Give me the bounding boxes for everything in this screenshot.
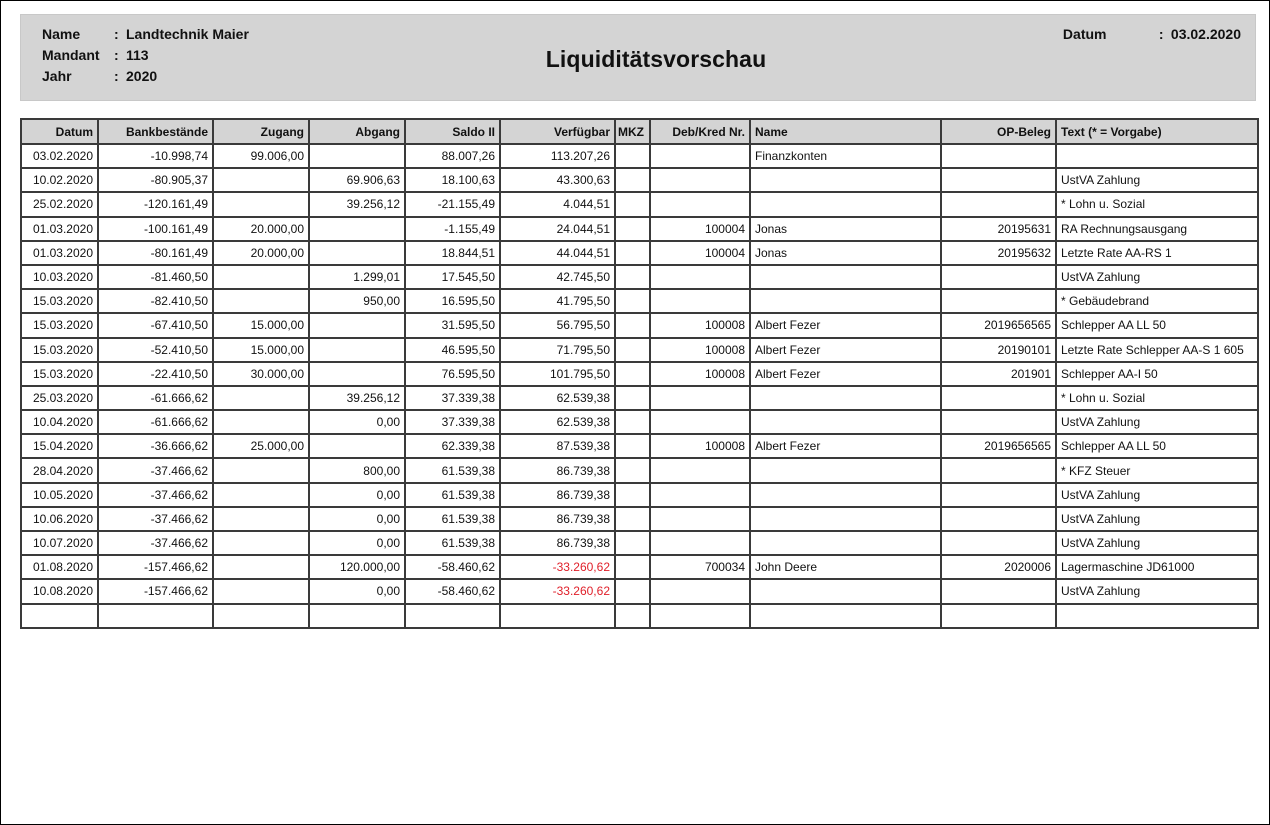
- cell-saldo: 61.539,38: [405, 531, 500, 555]
- cell-datum: 10.08.2020: [21, 579, 98, 603]
- liquidity-table: [20, 118, 1259, 629]
- table-row: [21, 458, 1258, 482]
- cell-datum: 10.05.2020: [21, 483, 98, 507]
- table-row: [21, 289, 1258, 313]
- cell-debkred: 100008: [650, 362, 750, 386]
- cell-verfuegbar: 86.739,38: [500, 531, 615, 555]
- cell-saldo: 18.100,63: [405, 168, 500, 192]
- cell-datum: 28.04.2020: [21, 458, 98, 482]
- cell-opbeleg: 2019656565: [941, 313, 1056, 337]
- cell-debkred: [650, 168, 750, 192]
- cell-bankbestaende: -82.410,50: [98, 289, 213, 313]
- cell-mkz: [615, 458, 650, 482]
- cell-saldo: 46.595,50: [405, 338, 500, 362]
- cell-mkz: [615, 289, 650, 313]
- field-label: Mandant: [42, 47, 100, 63]
- cell-verfuegbar: 86.739,38: [500, 458, 615, 482]
- cell-abgang: 39.256,12: [309, 192, 405, 216]
- cell-zugang: [213, 386, 309, 410]
- field-value: 2020: [126, 68, 158, 84]
- cell-bankbestaende: -100.161,49: [98, 217, 213, 241]
- cell-zugang: [213, 579, 309, 603]
- cell-mkz: [615, 241, 650, 265]
- field-label: Datum: [1062, 26, 1107, 42]
- table-row: [21, 168, 1258, 192]
- table-row: [21, 338, 1258, 362]
- cell-name: [750, 265, 941, 289]
- cell-saldo: 61.539,38: [405, 458, 500, 482]
- cell-opbeleg: 20195631: [941, 217, 1056, 241]
- cell-abgang: [309, 362, 405, 386]
- cell-mkz: [615, 555, 650, 579]
- cell-text: * KFZ Steuer: [1056, 458, 1258, 482]
- cell-abgang: 69.906,63: [309, 168, 405, 192]
- cell-bankbestaende: -67.410,50: [98, 313, 213, 337]
- table-row: [21, 217, 1258, 241]
- cell-verfuegbar: 56.795,50: [500, 313, 615, 337]
- cell-datum: 25.02.2020: [21, 192, 98, 216]
- cell-debkred: 100008: [650, 434, 750, 458]
- cell-name: Albert Fezer: [750, 434, 941, 458]
- cell-debkred: [650, 386, 750, 410]
- cell-abgang: 0,00: [309, 483, 405, 507]
- cell-zugang: [213, 458, 309, 482]
- cell-abgang: 0,00: [309, 507, 405, 531]
- report-title-text: Liquiditätsvorschau: [545, 46, 767, 72]
- cell-name: Albert Fezer: [750, 313, 941, 337]
- cell-datum: 15.03.2020: [21, 313, 98, 337]
- cell-opbeleg: [941, 289, 1056, 313]
- cell-abgang: [309, 338, 405, 362]
- cell-saldo: -21.155,49: [405, 192, 500, 216]
- cell-name: Jonas: [750, 217, 941, 241]
- table-row: [21, 241, 1258, 265]
- cell-datum: 10.02.2020: [21, 168, 98, 192]
- field-label: Name: [42, 26, 81, 42]
- cell-name: John Deere: [750, 555, 941, 579]
- cell-datum: 15.03.2020: [21, 338, 98, 362]
- cell-abgang: 0,00: [309, 579, 405, 603]
- cell-name: [750, 410, 941, 434]
- cell-datum: 15.03.2020: [21, 289, 98, 313]
- cell-saldo: 88.007,26: [405, 144, 500, 168]
- cell-text: Lagermaschine JD61000: [1056, 555, 1258, 579]
- field-colon: :: [114, 68, 119, 84]
- cell-text: RA Rechnungsausgang: [1056, 217, 1258, 241]
- cell-saldo: 17.545,50: [405, 265, 500, 289]
- cell-abgang: 1.299,01: [309, 265, 405, 289]
- cell-debkred: 100004: [650, 217, 750, 241]
- col-header-saldo: Saldo II: [405, 119, 500, 144]
- field-value: 113: [126, 47, 149, 63]
- cell-saldo: 61.539,38: [405, 483, 500, 507]
- cell-text: UstVA Zahlung: [1056, 265, 1258, 289]
- field-colon: :: [114, 47, 119, 63]
- cell-datum: 03.02.2020: [21, 144, 98, 168]
- cell-mkz: [615, 313, 650, 337]
- field-colon: :: [1158, 26, 1164, 42]
- cell-abgang: 800,00: [309, 458, 405, 482]
- cell-name: [750, 507, 941, 531]
- field-datum: [1063, 24, 1241, 45]
- col-header-name: Name: [750, 119, 941, 144]
- cell-opbeleg: 20195632: [941, 241, 1056, 265]
- cell-name: Finanzkonten: [750, 144, 941, 168]
- cell-datum: 10.07.2020: [21, 531, 98, 555]
- cell-text: Letzte Rate Schlepper AA-S 1 605: [1056, 338, 1258, 362]
- cell-bankbestaende: -157.466,62: [98, 579, 213, 603]
- cell-opbeleg: [941, 531, 1056, 555]
- cell-bankbestaende: -81.460,50: [98, 265, 213, 289]
- cell-verfuegbar: 42.745,50: [500, 265, 615, 289]
- cell-datum: 10.04.2020: [21, 410, 98, 434]
- cell-opbeleg-empty: [941, 604, 1056, 628]
- cell-verfuegbar: 71.795,50: [500, 338, 615, 362]
- table-row: [21, 555, 1258, 579]
- cell-saldo: 76.595,50: [405, 362, 500, 386]
- cell-debkred: [650, 265, 750, 289]
- field-name: [42, 24, 249, 45]
- field-label: Jahr: [42, 68, 72, 84]
- table-row: [21, 507, 1258, 531]
- cell-verfuegbar: 87.539,38: [500, 434, 615, 458]
- cell-debkred: [650, 289, 750, 313]
- col-header-bankbestaende: Bankbestände: [98, 119, 213, 144]
- cell-debkred: 700034: [650, 555, 750, 579]
- cell-bankbestaende: -80.905,37: [98, 168, 213, 192]
- cell-datum: 01.03.2020: [21, 241, 98, 265]
- cell-saldo: 37.339,38: [405, 386, 500, 410]
- cell-verfuegbar: 62.539,38: [500, 410, 615, 434]
- cell-bankbestaende: -52.410,50: [98, 338, 213, 362]
- col-header-mkz: MKZ: [615, 119, 650, 144]
- cell-mkz: [615, 531, 650, 555]
- cell-text: Schlepper AA LL 50: [1056, 313, 1258, 337]
- col-header-debkred: Deb/Kred Nr.: [650, 119, 750, 144]
- header-fields-right: [1063, 24, 1241, 45]
- cell-saldo: 31.595,50: [405, 313, 500, 337]
- field-colon: :: [114, 26, 119, 42]
- cell-saldo: 61.539,38: [405, 507, 500, 531]
- cell-abgang-empty: [309, 604, 405, 628]
- cell-opbeleg: [941, 144, 1056, 168]
- cell-debkred: [650, 531, 750, 555]
- cell-zugang: 25.000,00: [213, 434, 309, 458]
- cell-text: UstVA Zahlung: [1056, 410, 1258, 434]
- cell-verfuegbar: 86.739,38: [500, 483, 615, 507]
- cell-bankbestaende: -120.161,49: [98, 192, 213, 216]
- cell-verfuegbar: 62.539,38: [500, 386, 615, 410]
- cell-datum: 25.03.2020: [21, 386, 98, 410]
- cell-name: [750, 531, 941, 555]
- cell-name-empty: [750, 604, 941, 628]
- field-value: 03.02.2020: [1170, 26, 1241, 42]
- cell-bankbestaende: -61.666,62: [98, 410, 213, 434]
- table-header-row: [21, 119, 1258, 144]
- cell-zugang: 99.006,00: [213, 144, 309, 168]
- cell-debkred: [650, 410, 750, 434]
- table-row: [21, 579, 1258, 603]
- field-value: Landtechnik Maier: [126, 26, 249, 42]
- cell-text: * Lohn u. Sozial: [1056, 192, 1258, 216]
- col-header-zugang: Zugang: [213, 119, 309, 144]
- cell-zugang: 15.000,00: [213, 338, 309, 362]
- cell-mkz: [615, 338, 650, 362]
- cell-text: UstVA Zahlung: [1056, 507, 1258, 531]
- cell-zugang: [213, 265, 309, 289]
- cell-abgang: 0,00: [309, 531, 405, 555]
- cell-text: Schlepper AA LL 50: [1056, 434, 1258, 458]
- cell-opbeleg: 20190101: [941, 338, 1056, 362]
- cell-mkz: [615, 362, 650, 386]
- cell-mkz: [615, 483, 650, 507]
- cell-bankbestaende: -37.466,62: [98, 531, 213, 555]
- cell-text: UstVA Zahlung: [1056, 483, 1258, 507]
- cell-mkz: [615, 507, 650, 531]
- cell-zugang: [213, 192, 309, 216]
- report-header: [20, 14, 1256, 101]
- cell-debkred: 100004: [650, 241, 750, 265]
- cell-saldo: 16.595,50: [405, 289, 500, 313]
- cell-saldo: -58.460,62: [405, 579, 500, 603]
- cell-debkred: [650, 458, 750, 482]
- cell-name: [750, 458, 941, 482]
- cell-mkz: [615, 144, 650, 168]
- table-row: [21, 410, 1258, 434]
- cell-opbeleg: [941, 265, 1056, 289]
- cell-bankbestaende-empty: [98, 604, 213, 628]
- table-row-empty: [21, 604, 1258, 628]
- cell-zugang: [213, 410, 309, 434]
- cell-saldo: 62.339,38: [405, 434, 500, 458]
- table-row: [21, 434, 1258, 458]
- col-header-abgang: Abgang: [309, 119, 405, 144]
- cell-mkz: [615, 579, 650, 603]
- cell-mkz: [615, 434, 650, 458]
- cell-opbeleg: 2019656565: [941, 434, 1056, 458]
- cell-opbeleg: [941, 483, 1056, 507]
- cell-bankbestaende: -22.410,50: [98, 362, 213, 386]
- cell-text: UstVA Zahlung: [1056, 579, 1258, 603]
- cell-bankbestaende: -80.161,49: [98, 241, 213, 265]
- cell-name: Jonas: [750, 241, 941, 265]
- cell-bankbestaende: -10.998,74: [98, 144, 213, 168]
- cell-text: * Lohn u. Sozial: [1056, 386, 1258, 410]
- cell-verfuegbar: 24.044,51: [500, 217, 615, 241]
- table-row: [21, 531, 1258, 555]
- cell-opbeleg: 201901: [941, 362, 1056, 386]
- cell-opbeleg: 2020006: [941, 555, 1056, 579]
- cell-mkz: [615, 386, 650, 410]
- cell-name: [750, 168, 941, 192]
- cell-name: [750, 192, 941, 216]
- cell-opbeleg: [941, 458, 1056, 482]
- cell-text: Letzte Rate AA-RS 1: [1056, 241, 1258, 265]
- cell-abgang: 39.256,12: [309, 386, 405, 410]
- cell-saldo: 18.844,51: [405, 241, 500, 265]
- cell-zugang: [213, 483, 309, 507]
- cell-datum: 10.06.2020: [21, 507, 98, 531]
- cell-debkred: [650, 579, 750, 603]
- cell-saldo-empty: [405, 604, 500, 628]
- cell-debkred-empty: [650, 604, 750, 628]
- cell-mkz-empty: [615, 604, 650, 628]
- cell-saldo: -1.155,49: [405, 217, 500, 241]
- cell-bankbestaende: -157.466,62: [98, 555, 213, 579]
- col-header-verfuegbar: Verfügbar: [500, 119, 615, 144]
- table-row: [21, 362, 1258, 386]
- cell-name: Albert Fezer: [750, 338, 941, 362]
- cell-name: [750, 289, 941, 313]
- col-header-text: Text (* = Vorgabe): [1056, 119, 1258, 144]
- cell-zugang: 15.000,00: [213, 313, 309, 337]
- cell-verfuegbar: 113.207,26: [500, 144, 615, 168]
- cell-verfuegbar: -33.260,62: [500, 579, 615, 603]
- cell-debkred: [650, 192, 750, 216]
- cell-verfuegbar-empty: [500, 604, 615, 628]
- cell-datum: 15.04.2020: [21, 434, 98, 458]
- cell-bankbestaende: -37.466,62: [98, 458, 213, 482]
- cell-abgang: [309, 217, 405, 241]
- cell-mkz: [615, 192, 650, 216]
- cell-debkred: [650, 144, 750, 168]
- cell-verfuegbar: 43.300,63: [500, 168, 615, 192]
- cell-zugang-empty: [213, 604, 309, 628]
- cell-mkz: [615, 217, 650, 241]
- table-row: [21, 313, 1258, 337]
- cell-bankbestaende: -61.666,62: [98, 386, 213, 410]
- cell-zugang: [213, 289, 309, 313]
- cell-debkred: [650, 507, 750, 531]
- cell-text-empty: [1056, 604, 1258, 628]
- cell-opbeleg: [941, 386, 1056, 410]
- cell-text: [1056, 144, 1258, 168]
- cell-verfuegbar: 86.739,38: [500, 507, 615, 531]
- table-row: [21, 144, 1258, 168]
- cell-abgang: 120.000,00: [309, 555, 405, 579]
- cell-abgang: [309, 144, 405, 168]
- cell-verfuegbar: 4.044,51: [500, 192, 615, 216]
- cell-text: Schlepper AA-I 50: [1056, 362, 1258, 386]
- cell-abgang: 950,00: [309, 289, 405, 313]
- cell-name: Albert Fezer: [750, 362, 941, 386]
- cell-text: UstVA Zahlung: [1056, 531, 1258, 555]
- cell-verfuegbar: 101.795,50: [500, 362, 615, 386]
- cell-mkz: [615, 410, 650, 434]
- cell-mkz: [615, 265, 650, 289]
- cell-datum: 01.03.2020: [21, 217, 98, 241]
- cell-debkred: [650, 483, 750, 507]
- cell-text: * Gebäudebrand: [1056, 289, 1258, 313]
- cell-name: [750, 579, 941, 603]
- cell-opbeleg: [941, 410, 1056, 434]
- col-header-opbeleg: OP-Beleg: [941, 119, 1056, 144]
- cell-verfuegbar: 41.795,50: [500, 289, 615, 313]
- cell-opbeleg: [941, 192, 1056, 216]
- col-header-datum: Datum: [21, 119, 98, 144]
- cell-opbeleg: [941, 579, 1056, 603]
- cell-name: [750, 386, 941, 410]
- cell-datum-empty: [21, 604, 98, 628]
- cell-zugang: 20.000,00: [213, 241, 309, 265]
- cell-abgang: [309, 241, 405, 265]
- cell-bankbestaende: -36.666,62: [98, 434, 213, 458]
- cell-opbeleg: [941, 507, 1056, 531]
- cell-zugang: [213, 507, 309, 531]
- cell-datum: 10.03.2020: [21, 265, 98, 289]
- cell-opbeleg: [941, 168, 1056, 192]
- cell-text: UstVA Zahlung: [1056, 168, 1258, 192]
- cell-zugang: [213, 168, 309, 192]
- cell-zugang: [213, 531, 309, 555]
- table-row: [21, 483, 1258, 507]
- cell-datum: 15.03.2020: [21, 362, 98, 386]
- table-row: [21, 265, 1258, 289]
- table-row: [21, 192, 1258, 216]
- cell-datum: 01.08.2020: [21, 555, 98, 579]
- cell-mkz: [615, 168, 650, 192]
- cell-abgang: [309, 434, 405, 458]
- cell-zugang: 30.000,00: [213, 362, 309, 386]
- cell-abgang: 0,00: [309, 410, 405, 434]
- cell-debkred: 100008: [650, 313, 750, 337]
- cell-zugang: [213, 555, 309, 579]
- cell-saldo: 37.339,38: [405, 410, 500, 434]
- cell-debkred: 100008: [650, 338, 750, 362]
- cell-verfuegbar: 44.044,51: [500, 241, 615, 265]
- table-row: [21, 386, 1258, 410]
- report-title: [21, 46, 1255, 73]
- cell-zugang: 20.000,00: [213, 217, 309, 241]
- cell-bankbestaende: -37.466,62: [98, 483, 213, 507]
- cell-saldo: -58.460,62: [405, 555, 500, 579]
- cell-bankbestaende: -37.466,62: [98, 507, 213, 531]
- cell-verfuegbar: -33.260,62: [500, 555, 615, 579]
- cell-abgang: [309, 313, 405, 337]
- cell-name: [750, 483, 941, 507]
